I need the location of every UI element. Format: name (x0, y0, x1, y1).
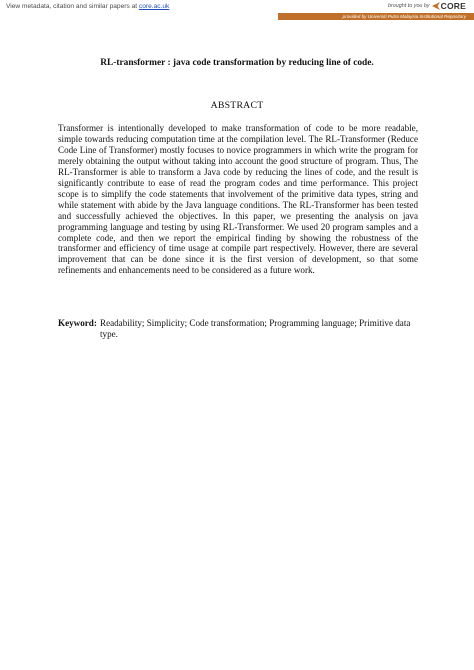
abstract-heading: ABSTRACT (210, 100, 264, 111)
abstract-text: Transformer is intentionally developed to make transformation of code to be more readable, simple towards reducing computation time at the compilation level. The RL-Transformer (Reduce Code Line of Transformer) mostly focuses to novice programmers in which write the program for merely obtaining the output without taking into account the good structure of program. Thus, The RL-Transformer is able to transform a Java code by reducing the lines of code, and the result is significantly contribute to ease of read the program codes and time performance. This project scope is to simplify the code statements that involvement of the primitive data types, string and while statement with abide by the Java language conditions. The RL-Transformer has been tested and successfully achieved the objectives. In this paper, we presenting the analysis on java programming language and testing by using RL-Transformer. We used 20 program samples and a complete code, and then we report the empirical finding by showing the robustness of the transformer and efficiency of time usage at compile part respectively. However, there are several improvement that can be done since it is the first version of development, so that some refinements and enhancements need to be considered as a future work. (58, 123, 418, 276)
core-logo[interactable] (432, 1, 466, 11)
provided-by-text: provided by Universiti Putra Malaysia Institutional Repository (342, 14, 466, 19)
keyword-label: Keyword: (58, 318, 97, 328)
core-link-url[interactable]: core.ac.uk (138, 3, 170, 10)
paper-title: RL-transformer : java code transformation by reducing line of code. (100, 58, 374, 68)
core-brought-by[interactable] (388, 1, 466, 11)
core-metadata-link[interactable] (6, 3, 169, 10)
core-link-prefix: View metadata, citation and similar papers at (6, 3, 139, 10)
core-banner (0, 0, 474, 22)
core-logo-icon (432, 2, 440, 10)
keyword-values: Readability; Simplicity; Code transformation; Programming language; Primitive data type. (100, 318, 411, 339)
provided-by-bar[interactable] (278, 13, 474, 20)
keyword-block (58, 318, 420, 340)
brought-to-you-text: brought to you by (387, 3, 430, 9)
core-logo-text: CORE (440, 1, 466, 11)
